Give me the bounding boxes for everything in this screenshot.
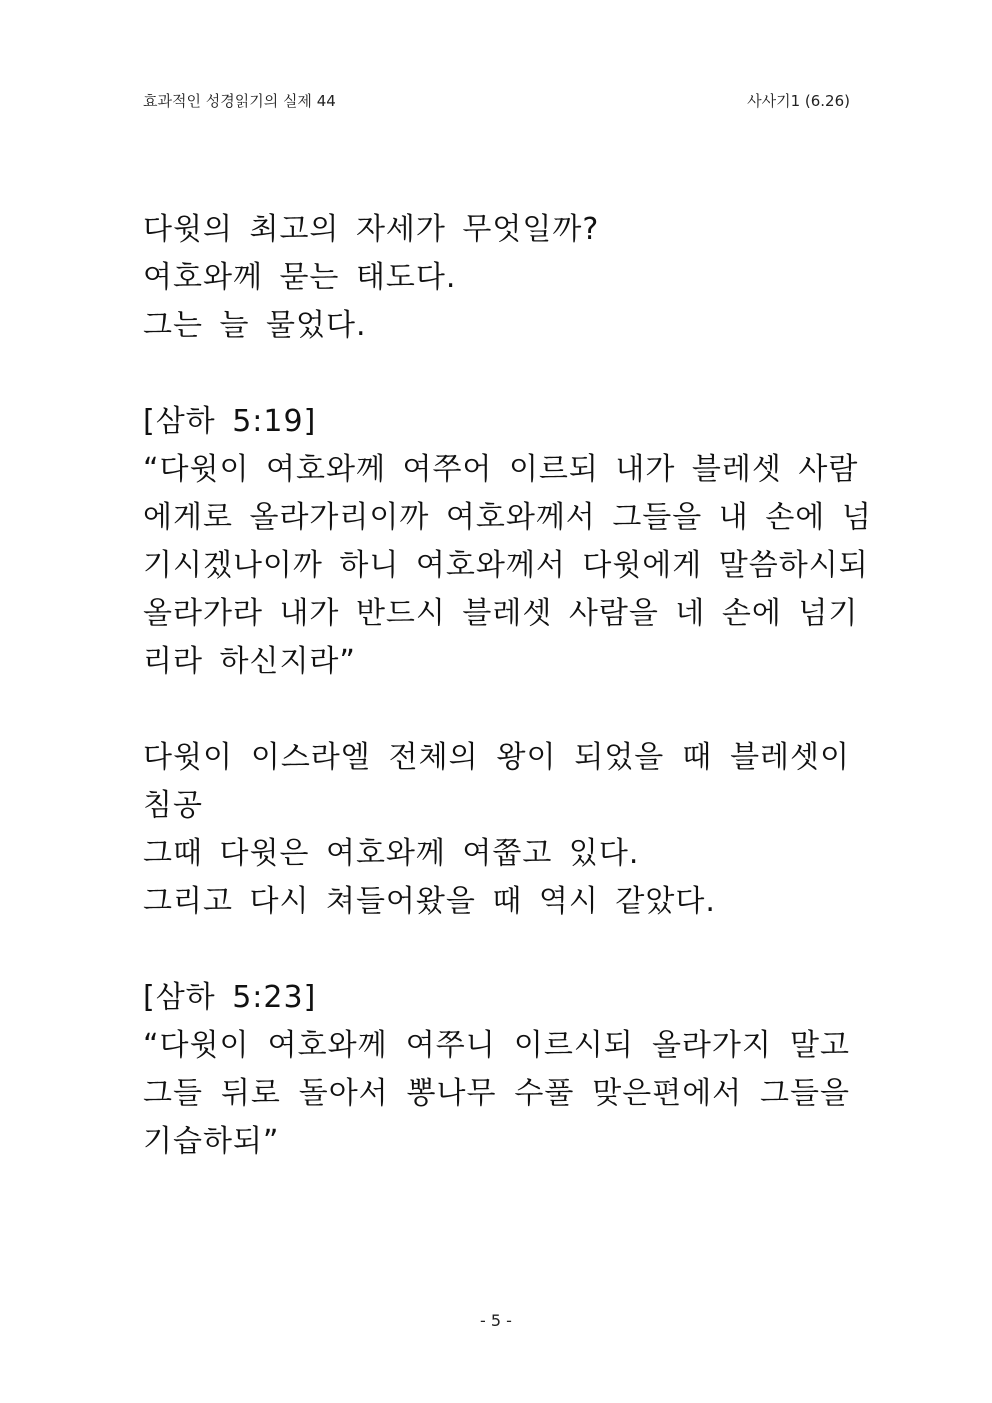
text-line: 그들 뒤로 돌아서 뽕나무 수풀 맞은편에서 그들을: [143, 1076, 850, 1111]
page-header: [143, 89, 850, 113]
page-number: - 5 -: [480, 1311, 512, 1330]
text-line: “다윗이 여호와께 여쭈니 이르시되 올라가지 말고: [143, 1028, 850, 1063]
scripture-reference: [삼하 5:19]: [143, 404, 317, 439]
text-line: 리라 하신지라”: [143, 644, 356, 679]
paragraph-gap: [143, 350, 850, 398]
text-line: 기시겠나이까 하니 여호와께서 다윗에게 말씀하시되: [143, 548, 869, 583]
text-line: 기습하되”: [143, 1124, 280, 1159]
text-line: 그리고 다시 쳐들어왔을 때 역시 같았다.: [143, 884, 716, 919]
paragraph-1: [143, 206, 850, 350]
header-chapter-date: 사사기1 (6.26): [747, 92, 850, 110]
paragraph-gap: [143, 926, 850, 974]
paragraph-4: [143, 974, 850, 1166]
page-body: [143, 206, 872, 1166]
text-line: “다윗이 여호와께 여쭈어 이르되 내가 블레셋 사람: [143, 452, 859, 487]
text-line: 그때 다윗은 여호와께 여쭙고 있다.: [143, 836, 640, 871]
text-line: 그는 늘 물었다.: [143, 308, 367, 343]
text-line: 여호와께 묻는 태도다.: [143, 260, 457, 295]
text-line: 올라가라 내가 반드시 블레셋 사람을 네 손에 넘기: [143, 596, 859, 631]
text-line: 다윗이 이스라엘 전체의 왕이 되었을 때 블레셋이: [143, 740, 850, 775]
scripture-reference: [삼하 5:23]: [143, 980, 317, 1015]
paragraph-2: [143, 398, 872, 686]
header-title: 효과적인 성경읽기의 실제 44: [143, 92, 336, 110]
paragraph-gap: [143, 686, 850, 734]
text-line: 침공: [143, 788, 203, 823]
text-line: 다윗의 최고의 자세가 무엇일까?: [143, 212, 600, 247]
text-line: 에게로 올라가리이까 여호와께서 그들을 내 손에 넘: [143, 500, 872, 535]
paragraph-3: [143, 734, 850, 926]
